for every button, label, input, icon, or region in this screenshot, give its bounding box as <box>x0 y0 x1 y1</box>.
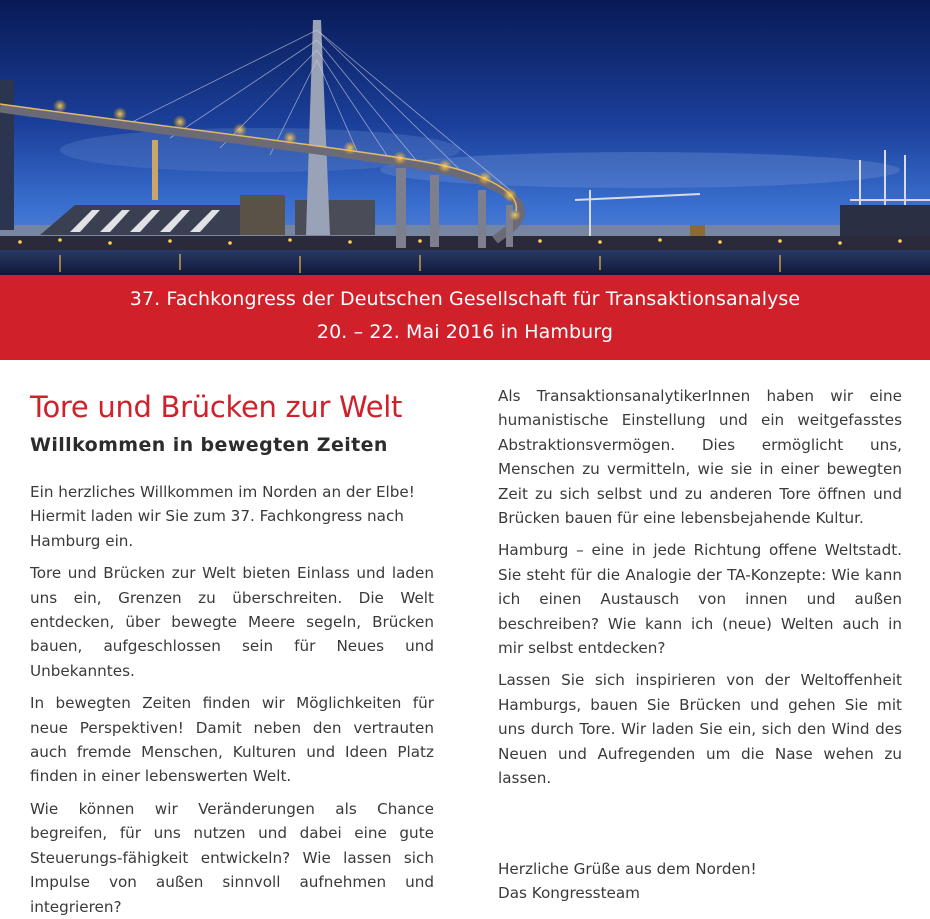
paragraph: In bewegten Zeiten finden wir Möglichkeiten für neue Perspektiven! Damit neben den vertrauten auch fremde Menschen, Kulturen und Ideen Platz finden in einer lebenswerten Welt. <box>30 694 434 786</box>
banner-event-date: 20. – 22. Mai 2016 in Hamburg <box>316 321 614 343</box>
article-right-column <box>498 384 902 905</box>
article-subtitle: Willkommen in bewegten Zeiten <box>30 434 388 456</box>
paragraph: Wie können wir Veränderungen als Chance begreifen, für uns nutzen und dabei eine gute Steuerungs-fähigkeit entwickeln? Wie lassen sich Impulse von außen sinnvoll aufnehmen und integrieren? <box>30 799 434 916</box>
banner-event-title: 37. Fachkongress der Deutschen Gesellschaft für Transaktionsanalyse <box>129 288 801 310</box>
paragraph: Lassen Sie sich inspirieren von der Weltoffenheit Hamburgs, bauen Sie Brücken und gehen Sie mit uns durch Tore. Wir laden Sie ein, sich den Wind des Neuen und Aufregenden um die Nase wehen zu lassen. <box>498 671 902 788</box>
hero-photo-bridge <box>0 0 930 275</box>
paragraph: Als TransaktionsanalytikerInnen haben wir eine humanistische Einstellung und ein weitgefasstes Abstraktionsvermögen. Dies ermöglicht uns, Menschen zu vermitteln, wie sie in einer bewegten Zeit zu sich selbst und zu anderen Tore öffnen und Brücken bauen für eine lebensbejahende Kultur. <box>498 387 902 528</box>
paragraph: Ein herzliches Willkommen im Norden an der Elbe! Hiermit laden wir Sie zum 37. Fachkongress nach Hamburg ein. <box>30 483 415 550</box>
article-left-column <box>30 388 434 919</box>
event-banner <box>0 275 930 360</box>
signature: Das Kongressteam <box>498 883 640 902</box>
paragraph: Hamburg – eine in jede Richtung offene Weltstadt. Sie steht für die Analogie der TA-Konzepte: Wie kann ich einen Austausch von innen und außen beschreiben? Wie kann ich (neue) Welten auch in mir selbst entdecken? <box>498 541 902 658</box>
article-title: Tore und Brücken zur Welt <box>30 390 403 424</box>
paragraph: Tore und Brücken zur Welt bieten Einlass und laden uns ein, Grenzen zu überschreiten. Die Welt entdecken, über bewegte Meere segeln, Brücken bauen, aufgeschlossen sein für Neues und Unbekanntes. <box>30 564 434 680</box>
closing-greeting: Herzliche Grüße aus dem Norden! <box>498 859 757 878</box>
